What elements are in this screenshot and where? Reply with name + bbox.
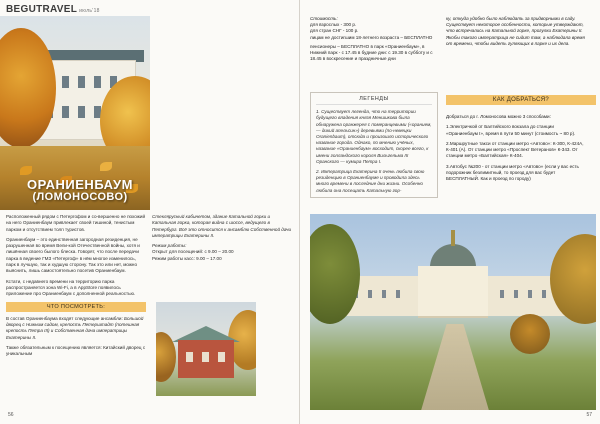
ensembles-paragraph: В состав Ораниенбаума входят следующие ансамбли: Большой дворец с Нижним садом, крепость Петерштадт (потешная крепость Петра III) и Собственная дача императрицы Екатерины II. [6,315,144,340]
how-to-get-train: 1.Электричкой от Балтийского вокзала до станции «Ораниенбаум I», время в пути 50 минут (стоимость ~ 80 р). [446,124,576,136]
pavilion-photo [156,302,256,396]
history-paragraph: Ораниенбаум – это единственная загородная резиденция, не разрушенная во время Вели-кой Отечественной войны, хотя и лишённая своего былого блеска. Говорят, что после передачи парка в ведение ГМЗ «Петергоф» в нём многое изменилось, парк в лучшую, так и худшую сторону. Так это или нет, можно выяснить, лишь самостоятельно посетив Ораниенбаум. [6,236,140,274]
price-cis: для стран СНГ - 100 р. [310,28,359,34]
brand-name: BEGUTRAVEL [6,4,78,15]
grand-palace-photo [310,214,596,410]
magazine-header [6,4,100,15]
price-pensioners: пенсионеры – БЕСПЛАТНО в парк «Ораниенбаум», в Нижний парк - с 17.45 в будние дни: с 19.30 в субботу и с 18.45 в воскресение и праздничные дни [310,43,433,62]
how-to-get-intro: Добраться до г. Ломоносова можно 3 способами: [446,114,551,119]
legend-continuation: ку, откуда удобно было наблюдать за придворными в саду. Существует некоторое особенности, которые утверждают, что встречались на Катальной горке, прогулки Екатерины II. Якобы такого императрица не сидит там, а наблюдала время от времени, чтобы видеть гуляющих в парке и их дела. [446,16,585,46]
how-to-get-heading: КАК ДОБРАТЬСЯ? [446,95,596,105]
issue-label: июль'18 [79,8,100,14]
how-to-get-bus: 3.Автобус №200 - от станции метро «Автово» (если у вас есть подорожник безлимитный, то проезд для вас будет БЕСПЛАТНЫЙ. Как и проезд по городу) [446,163,579,182]
must-see-paragraph: Также обязательным к посещению является: Китайский дворец с уникальным [6,345,146,357]
legend-1: 1. Существует легенда, что на территории будущего владения князя Меншикова была обнаружена оранжерея с померанцевыми («оранием, — дикий апельсин») деревьями (по-немецки Oranienbaum), отсюда и произошло исторического название города. Однако, по мнению учёных, название «Ораниенбаум» восходит, скорее всего, к имени голландского короля Вильгельма III Оранского — кумира Петра I. [316,109,432,164]
place-title [16,178,144,203]
opening-hours: Режим работы: Открыт для посещений: с 9.00 – 20.00 Режим работы касс: 9.00 – 17.00 [152,243,234,261]
how-to-get-text [446,114,586,187]
how-to-get-heading-bar [446,92,596,109]
page-number-left: 56 [8,412,14,418]
page-number-right: 57 [586,412,592,418]
legends-heading: ЛЕГЕНДЫ [316,96,432,105]
how-to-get-minibus: 2.Маршрутные такси от станции метро «Автово»: К-300, К-424А, К-401 (А). От станции метро «Проспект Ветеранов» К-343. От станции метро «Балтийская» К-404. [446,140,584,159]
right-page [300,0,600,424]
place-title-sub: (ЛОМОНОСОВО) [32,190,128,203]
intro-paragraph: Расположенный рядом с Петергофом и со-вершенно не похожий на него Ораниенбаум привлекает своей тишиной, тенистым парком и отсутствием толп туристов. [6,214,146,232]
legend-2: 2. Императрица Екатерина II очень любила свою резиденцию в Ораниенбауме и проводила здесь много времени в последние дни жизни. Особенно любила она посещать Катальную гор- [316,169,425,193]
cabinet-paragraph: Стеклярусный кабинетом, здание Катальной горки и Катальная горка, которая видна с шоссе, ведущего в Петербург. Всё это относится к ансамблю Собственной дачи императрицы Екатерины II. [152,214,292,238]
left-text-column-1 [6,214,146,362]
prices-block [310,16,438,62]
wifi-paragraph: Кстати, с недавнего времени на территорию парка распространяется зона Wi-Fi, а в AppStore появилось приложение про Ораниенбаум с дополненной реальностью. [6,278,136,297]
price-minors: лицам не достигшим 18-летнего возраста – БЕСПЛАТНО [310,34,433,40]
left-text-column-2 [152,214,294,266]
price-adults: для взрослых - 300 р. [310,22,357,28]
place-title-main: ОРАНИЕНБАУМ [27,177,133,192]
legends-box [310,92,438,198]
what-to-see-heading: ЧТО ПОСМОТРЕТЬ: [6,302,146,312]
prices-label: Стоимость: [310,16,338,21]
